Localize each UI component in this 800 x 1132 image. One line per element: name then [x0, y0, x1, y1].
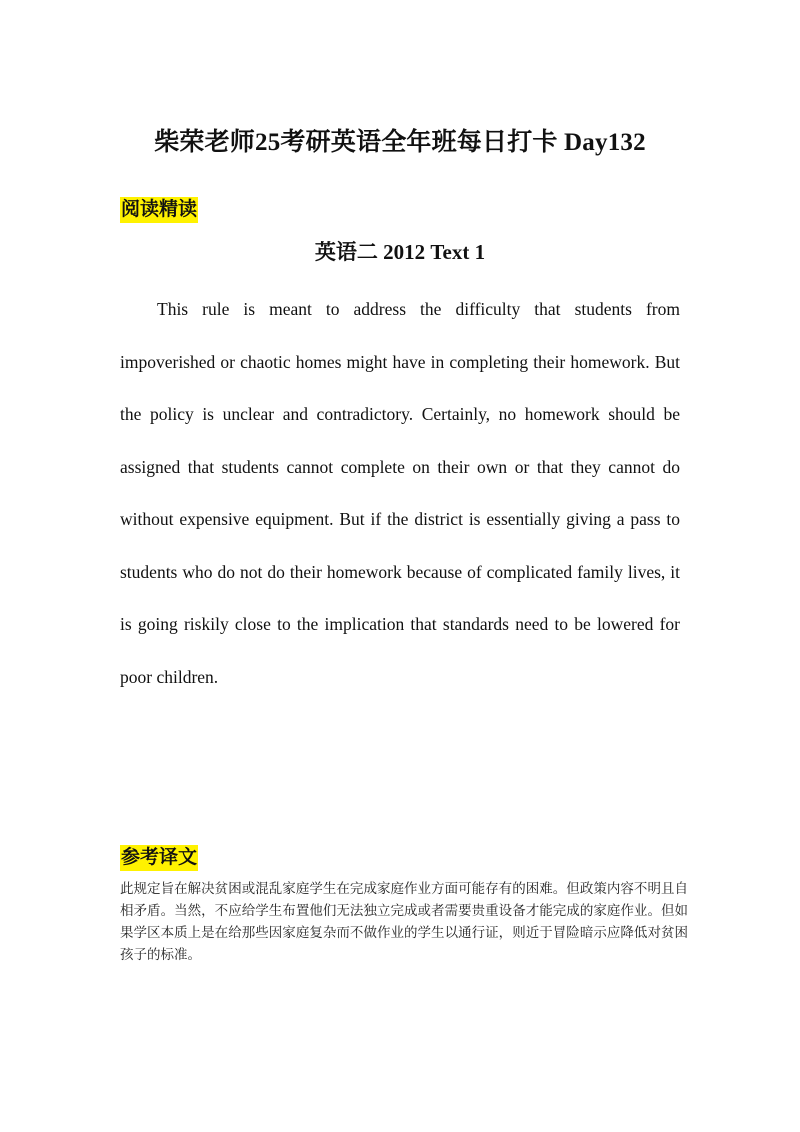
- document-title: 柴荣老师25考研英语全年班每日打卡 Day132: [154, 129, 646, 156]
- translation-section-label: 参考译文: [120, 845, 198, 871]
- passage-text: This rule is meant to address the difficulty that students from impoverished or chaotic homes might have in completing their homework. But the policy is unclear and contradictory. Certainly, no homework should be assigned that students cannot complete on their own or that they cannot do without expensive equipment. But if the district is essentially giving a pass to students who do not do their homework because of complicated family lives, it is going riskily close to the implication that standards need to be lowered for poor children.: [120, 299, 680, 687]
- translation-text: 此规定旨在解决贫困或混乱家庭学生在完成家庭作业方面可能存有的困难。但政策内容不明且自相矛盾。当然，不应给学生布置他们无法独立完成或者需要贵重设备才能完成的家庭作业。但如果学区本质上是在给那些因家庭复杂而不做作业的学生以通行证，则近于冒险暗示应降低对贫困孩子的标准。: [120, 881, 688, 963]
- passage-title: 英语二 2012 Text 1: [314, 240, 486, 264]
- reading-section-label: 阅读精读: [120, 197, 198, 223]
